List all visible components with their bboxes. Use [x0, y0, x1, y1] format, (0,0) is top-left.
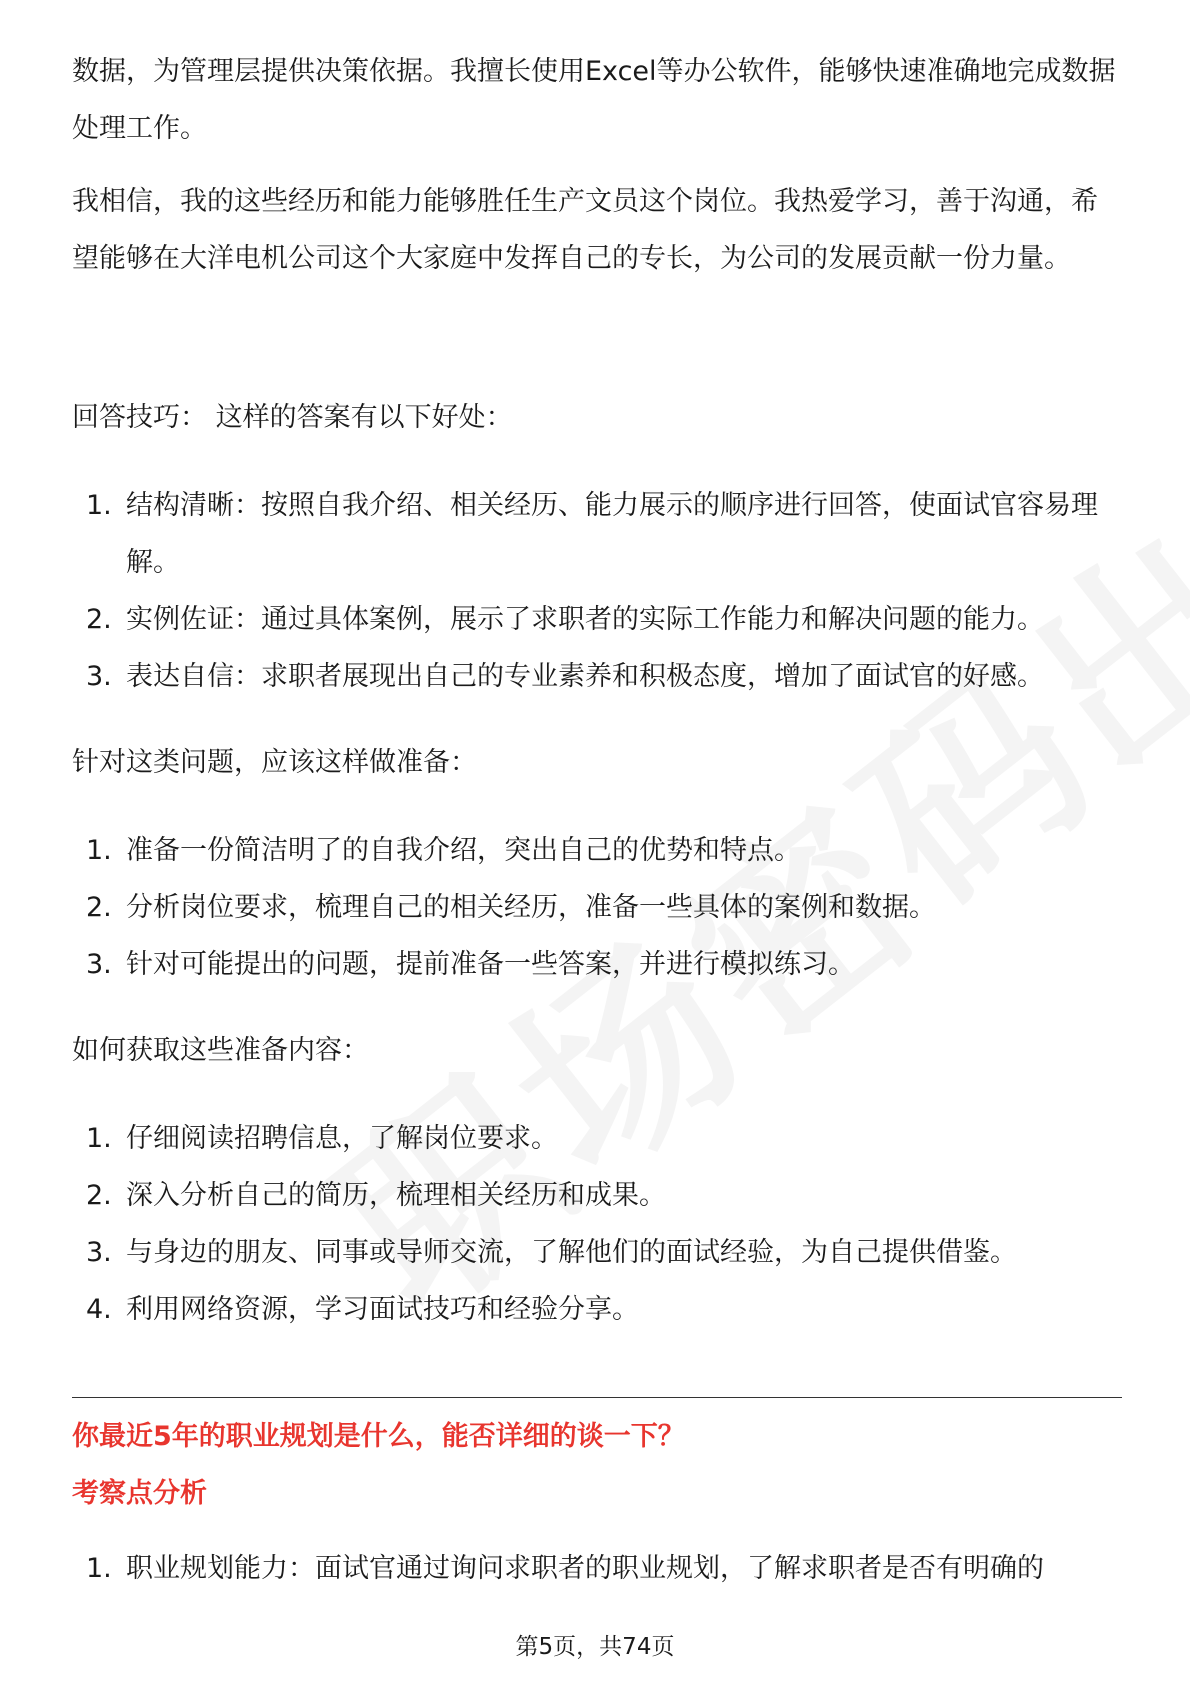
obtain-list	[72, 1110, 1122, 1338]
list-number: 3.	[86, 661, 112, 692]
list-number: 1.	[86, 1553, 112, 1584]
list-text: 结构清晰：按照自我介绍、相关经历、能力展示的顺序进行回答，使面试官容易理解。	[126, 490, 1098, 578]
list-item	[72, 1540, 1122, 1597]
list-text: 与身边的朋友、同事或导师交流，了解他们的面试经验，为自己提供借鉴。	[126, 1237, 1017, 1268]
list-text: 表达自信：求职者展现出自己的专业素养和积极态度，增加了面试官的好感。	[126, 661, 1044, 692]
list-text: 分析岗位要求，梳理自己的相关经历，准备一些具体的案例和数据。	[126, 892, 936, 923]
prepare-list	[72, 822, 1122, 993]
analysis-heading: 考察点分析	[72, 1478, 207, 1509]
list-text: 针对可能提出的问题，提前准备一些答案，并进行模拟练习。	[126, 949, 855, 980]
list-number: 2.	[86, 892, 112, 923]
list-item	[72, 879, 1122, 936]
obtain-heading: 如何获取这些准备内容：	[72, 1035, 369, 1066]
page-number: 第5页，共74页	[515, 1634, 675, 1660]
list-text: 深入分析自己的简历，梳理相关经历和成果。	[126, 1180, 666, 1211]
prepare-heading: 针对这类问题，应该这样做准备：	[72, 747, 477, 778]
list-number: 2.	[86, 1180, 112, 1211]
list-text: 利用网络资源，学习面试技巧和经验分享。	[126, 1294, 639, 1325]
list-item	[72, 822, 1122, 879]
question-title: 你最近5年的职业规划是什么，能否详细的谈一下？	[72, 1421, 685, 1452]
list-text: 职业规划能力：面试官通过询问求职者的职业规划，了解求职者是否有明确的	[126, 1553, 1044, 1584]
analysis-list	[72, 1540, 1122, 1597]
list-number: 1.	[86, 1123, 112, 1154]
list-item	[72, 1110, 1122, 1167]
list-number: 4.	[86, 1294, 112, 1325]
list-text: 准备一份简洁明了的自我介绍，突出自己的优势和特点。	[126, 835, 801, 866]
tips-list	[72, 477, 1122, 705]
section-divider	[72, 1397, 1122, 1398]
intro-paragraph-2: 我相信，我的这些经历和能力能够胜任生产文员这个岗位。我热爱学习，善于沟通，希望能够在大洋电机公司这个大家庭中发挥自己的专长，为公司的发展贡献一份力量。	[72, 186, 1098, 274]
list-item	[72, 1281, 1122, 1338]
list-number: 1.	[86, 835, 112, 866]
list-item	[72, 1167, 1122, 1224]
list-item	[72, 591, 1122, 648]
list-text: 仔细阅读招聘信息，了解岗位要求。	[126, 1123, 558, 1154]
list-item	[72, 1224, 1122, 1281]
list-number: 1.	[86, 490, 112, 521]
intro-paragraph-1: 数据，为管理层提供决策依据。我擅长使用Excel等办公软件，能够快速准确地完成数据处理工作。	[72, 56, 1116, 144]
list-number: 2.	[86, 604, 112, 635]
tips-heading: 回答技巧： 这样的答案有以下好处：	[72, 402, 513, 433]
list-item	[72, 477, 1122, 591]
list-text: 实例佐证：通过具体案例，展示了求职者的实际工作能力和解决问题的能力。	[126, 604, 1044, 635]
list-item	[72, 936, 1122, 993]
list-item	[72, 648, 1122, 705]
list-number: 3.	[86, 949, 112, 980]
list-number: 3.	[86, 1237, 112, 1268]
